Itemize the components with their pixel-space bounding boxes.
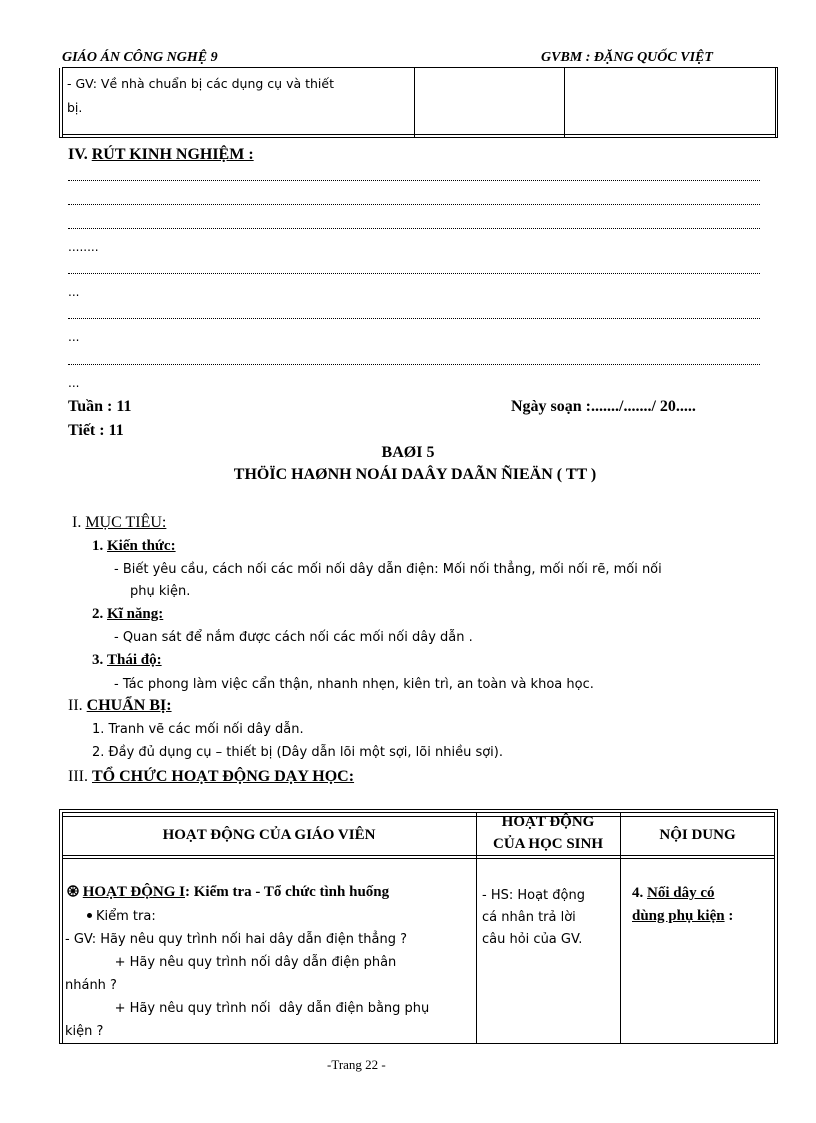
main-table <box>59 809 778 1044</box>
attitude-line: - Tác phong làm việc cẩn thận, nhanh nhẹn, kiên trì, an toàn và khoa học. <box>114 677 594 692</box>
teacher-line: - GV: Hãy nêu quy trình nối hai dây dẫn điện thẳng ? <box>65 932 407 947</box>
top-table-cell-line: - GV: Về nhà chuẩn bị các dụng cụ và thiết <box>67 76 334 91</box>
dotted-tail: ... <box>68 376 80 390</box>
header-right: GVBM : ĐẶNG QUỐC VIỆT <box>541 50 713 65</box>
page-number: -Trang 22 - <box>327 1057 386 1072</box>
header-student-line2: CỦA HỌC SINH <box>492 836 604 852</box>
dotted-line <box>68 176 760 181</box>
knowledge-line: phụ kiện. <box>130 584 191 599</box>
student-line: câu hỏi của GV. <box>482 932 583 947</box>
student-line: - HS: Hoạt động <box>482 888 585 903</box>
knowledge-heading: 1. Kiến thức: <box>92 538 176 554</box>
activity-title-prefix: HOẠT ĐỘNG I <box>82 884 185 900</box>
teacher-line: + Hãy nêu quy trình nối dây dẫn điện phân <box>65 955 397 970</box>
teacher-line: + Hãy nêu quy trình nối dây dẫn điện bằng phụ <box>65 1001 430 1016</box>
content-line2: dùng phụ kiện : <box>632 908 734 924</box>
header-teacher: HOẠT ĐỘNG CỦA GIÁO VIÊN <box>162 827 376 843</box>
activity-heading <box>67 884 389 901</box>
review-number: IV. <box>68 146 88 163</box>
preparation-heading <box>68 697 172 715</box>
student-line: cá nhân trả lời <box>482 910 576 925</box>
attitude-title: Thái độ: <box>107 652 162 668</box>
knowledge-title: Kiến thức: <box>107 538 176 554</box>
header-left: GIÁO ÁN CÔNG NGHỆ 9 <box>62 50 218 65</box>
review-title: RÚT KINH NGHIỆM : <box>91 146 254 163</box>
teacher-line: nhánh ? <box>65 978 117 993</box>
week-label: Tuần : 11 <box>68 398 132 415</box>
skills-title: Kĩ năng: <box>107 606 164 622</box>
teacher-line: kiện ? <box>65 1024 104 1039</box>
check-bullet: Kiểm tra: <box>87 909 156 924</box>
dotted-tail: ... <box>68 285 80 299</box>
review-heading <box>68 146 254 164</box>
objectives-heading <box>72 514 166 532</box>
period-label: Tiết : 11 <box>68 422 124 439</box>
activities-heading <box>68 768 354 786</box>
preparation-title: CHUẨN BỊ: <box>86 697 172 714</box>
bullet-icon <box>87 913 92 918</box>
activities-title: TỔ CHỨC HOẠT ĐỘNG DẠY HỌC: <box>91 768 355 785</box>
dotted-tail: ... <box>68 330 80 344</box>
dotted-line <box>68 314 760 319</box>
date-label: Ngày soạn :......./......./ 20..... <box>511 398 696 415</box>
skills-heading: 2. Kĩ năng: <box>92 606 164 622</box>
dotted-line <box>68 200 760 205</box>
flower-icon <box>67 885 79 897</box>
knowledge-line: - Biết yêu cầu, cách nối các mối nối dây dẫn điện: Mối nối thẳng, mối nối rẽ, mối nối <box>114 562 662 577</box>
attitude-heading: 3. Thái độ: <box>92 652 162 668</box>
objectives-title: MỤC TIÊU: <box>85 514 167 531</box>
objectives-number: I. <box>72 514 82 531</box>
skills-line: - Quan sát để nắm được cách nối các mối nối dây dẫn . <box>114 630 473 645</box>
dotted-line <box>68 224 760 229</box>
dotted-line <box>68 360 760 365</box>
lesson-subtitle: THÖÏC HAØNH NOÁI DAÂY DAÃN ÑIEÄN ( TT ) <box>233 466 597 483</box>
preparation-item: 2. Đầy đủ dụng cụ – thiết bị (Dây dẫn lõi một sợi, lõi nhiều sợi). <box>92 745 503 760</box>
lesson-title: BAØI 5 <box>381 444 435 461</box>
top-table <box>59 68 778 138</box>
preparation-item: 1. Tranh vẽ các mối nối dây dẫn. <box>92 722 304 737</box>
activity-title-rest: : Kiểm tra - Tổ chức tình huống <box>185 884 390 900</box>
header-student-line1: HOẠT ĐỘNG <box>501 814 595 830</box>
dotted-line <box>68 269 760 274</box>
dotted-tail: ........ <box>68 240 99 254</box>
activities-number: III. <box>68 768 88 785</box>
preparation-number: II. <box>68 697 83 714</box>
content-line1: 4. Nối dây có <box>632 885 715 901</box>
header-content: NỘI DUNG <box>659 827 736 843</box>
top-table-cell-line: bị. <box>67 100 83 115</box>
